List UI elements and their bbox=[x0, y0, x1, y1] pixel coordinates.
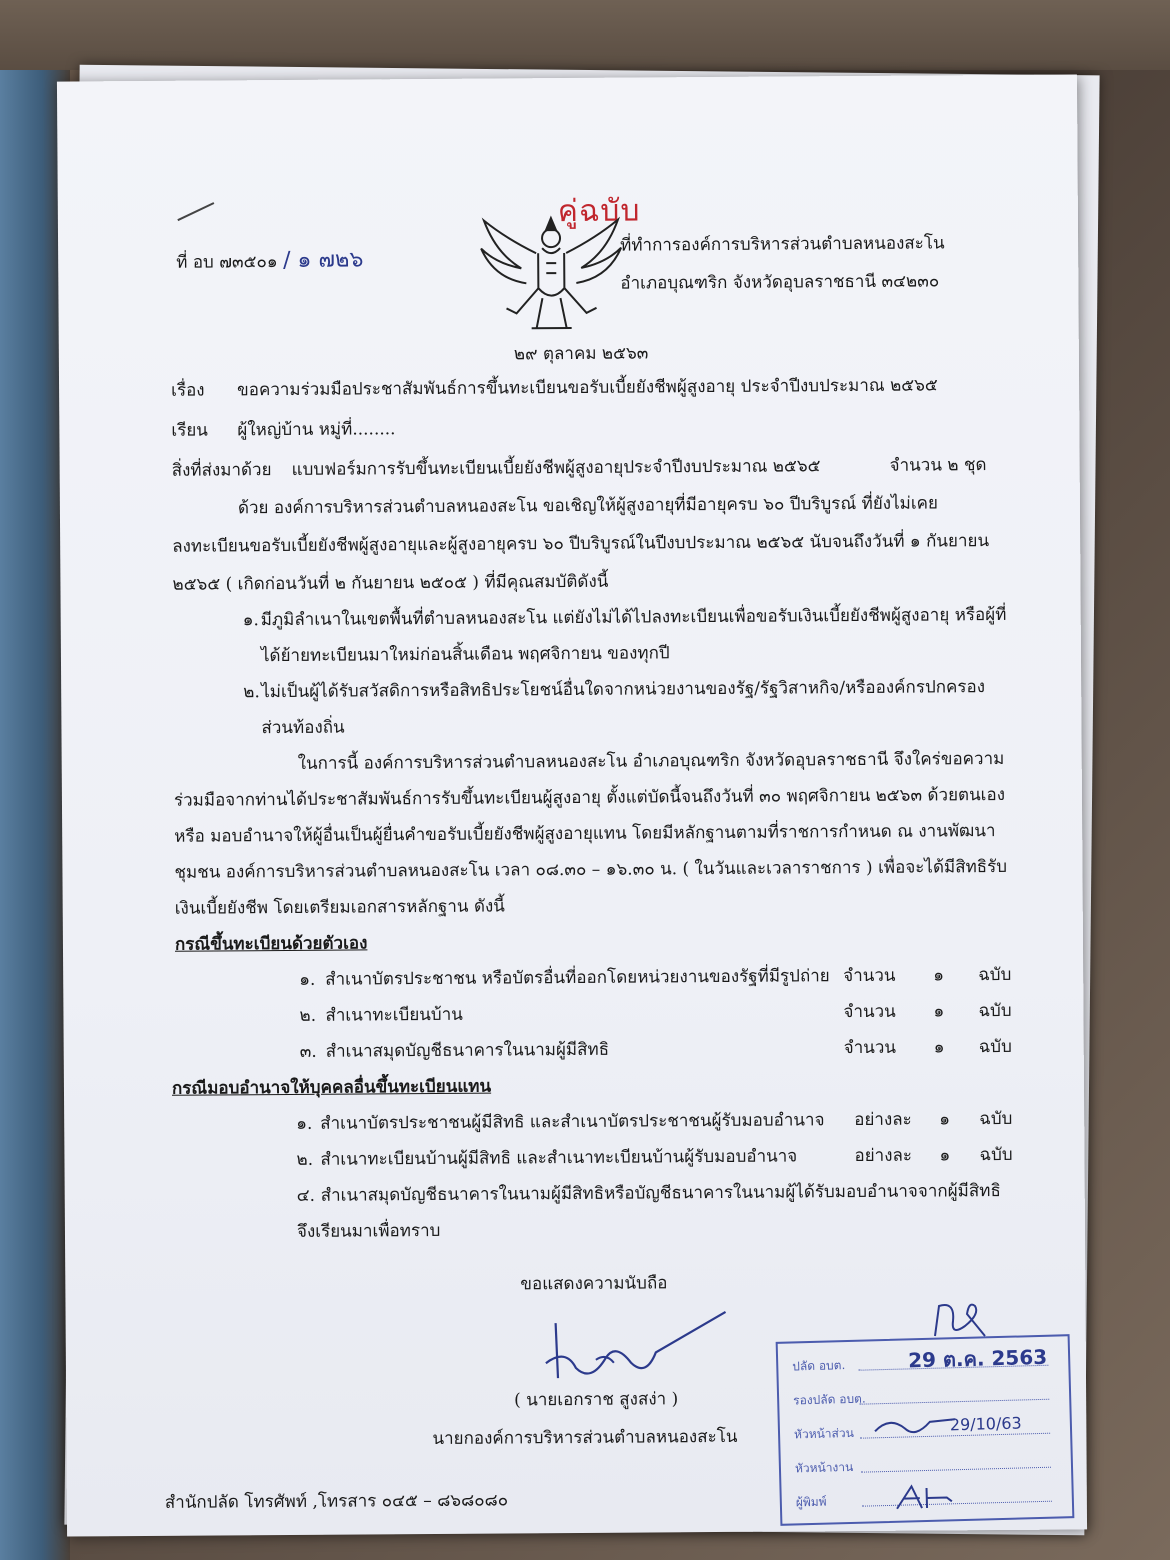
document-item-qty: ๑ bbox=[933, 965, 945, 986]
office-address-2: อำเภอบุณฑริก จังหวัดอุบลราชธานี ๓๔๒๓๐ bbox=[620, 271, 940, 294]
document-item-qty: ๑ bbox=[933, 1037, 945, 1058]
to-label: เรียน bbox=[171, 420, 208, 441]
document-item-unit: ฉบับ bbox=[979, 1144, 1013, 1166]
document-item-qty-label: อย่างละ bbox=[854, 1145, 913, 1167]
case-proxy-heading: กรณีมอบอำนาจให้บุคคลอื่นขึ้นทะเบียนแทน bbox=[171, 1076, 492, 1099]
routing-row-label: รองปลัด อบต. bbox=[792, 1391, 866, 1408]
received-date: 29 ต.ค. 2563 bbox=[907, 1344, 1048, 1373]
qualification-text: ได้ย้ายทะเบียนมาใหม่ก่อนสิ้นเดือน พฤศจิกายน ของทุกปี bbox=[260, 643, 670, 667]
document-item-text: สำเนาทะเบียนบ้านผู้มีสิทธิ และสำเนาทะเบียนบ้านผู้รับมอบอำนาจ bbox=[320, 1146, 798, 1170]
regards: ขอแสดงความนับถือ bbox=[520, 1273, 668, 1295]
body-line: ด้วย องค์การบริหารส่วนตำบลหนองสะโน ขอเชิญให้ผู้สูงอายุที่มีอายุครบ ๖๐ ปีบริบูรณ์ ที่ยังไม่เคย bbox=[237, 493, 939, 519]
routing-stamp bbox=[776, 1334, 1075, 1526]
document-item-unit: ฉบับ bbox=[978, 1000, 1012, 1022]
document-item-qty: ๑ bbox=[933, 1001, 945, 1022]
to-text: ผู้ใหญ่บ้าน หมู่ที่........ bbox=[237, 419, 396, 441]
document-item-text: สำเนาบัตรประชาชนผู้มีสิทธิ และสำเนาบัตรประชาชนผู้รับมอบอำนาจ bbox=[320, 1110, 825, 1134]
body-line: ร่วมมือจากท่านได้ประชาสัมพันธ์การรับขึ้นทะเบียนผู้สูงอายุ ตั้งแต่บัดนี้จนถึงวันที่ ๓๐ พฤศจิกายน ๒๕๖๓ ด้วยตนเอง bbox=[173, 784, 1006, 811]
subject-text: ขอความร่วมมือประชาสัมพันธ์การขึ้นทะเบียนขอรับเบี้ยยังชีพผู้สูงอายุ ประจำปีงบประมาณ ๒๕๖๕ bbox=[237, 375, 938, 401]
qualification-text: มีภูมิลำเนาในเขตพื้นที่ตำบลหนองสะโน แต่ยังไม่ได้ไปลงทะเบียนเพื่อขอรับเงินเบี้ยยังชีพผู้สูงอายุ หรือผู้ที่ bbox=[260, 604, 1007, 631]
enclosure-text: แบบฟอร์มการรับขึ้นทะเบียนเบี้ยยังชีพผู้สูงอายุประจำปีงบประมาณ ๒๕๖๕ bbox=[291, 456, 821, 480]
body-line: หรือ มอบอำนาจให้ผู้อื่นเป็นผู้ยื่นคำขอรับเบี้ยยังชีพผู้สูงอายุแทน โดยมีหลักฐานตามที่ราชการกำหนด ณ งานพัฒนา bbox=[174, 821, 996, 847]
body-line: เงินเบี้ยยังชีพ โดยเตรียมเอกสารหลักฐาน ดังนี้ bbox=[174, 896, 505, 919]
approval-initials-image bbox=[925, 1296, 995, 1346]
document-item-unit: ฉบับ bbox=[978, 1036, 1012, 1058]
enclosure-label: สิ่งที่ส่งมาด้วย bbox=[171, 460, 272, 481]
case-self-heading: กรณีขึ้นทะเบียนด้วยตัวเอง bbox=[174, 933, 368, 955]
routing-row-line bbox=[859, 1399, 1049, 1405]
document-item-text: สำเนาสมุดบัญชีธนาคารในนามผู้มีสิทธิ bbox=[325, 1039, 610, 1062]
document-item-unit: ฉบับ bbox=[979, 1108, 1013, 1130]
routing-row-label: ปลัด อบต. bbox=[792, 1358, 846, 1374]
routing-row-label: ผู้พิมพ์ bbox=[795, 1494, 827, 1510]
copy-stamp: คู่ฉบับ bbox=[557, 193, 641, 230]
signature-image bbox=[536, 1307, 737, 1388]
office-address-1: ที่ทำการองค์การบริหารส่วนตำบลหนองสะโน bbox=[620, 233, 945, 256]
routing-row-line bbox=[861, 1467, 1051, 1473]
body-line: ในการนี้ องค์การบริหารส่วนตำบลหนองสะโน อำเภอบุณฑริก จังหวัดอุบลราชธานี จึงใคร่ขอความ bbox=[297, 748, 1005, 774]
enclosure-qty: จำนวน ๒ ชุด bbox=[889, 455, 987, 476]
qualification-number: ๑. bbox=[242, 610, 259, 631]
initials-image bbox=[869, 1409, 960, 1441]
routing-row-label: หัวหน้าส่วน bbox=[793, 1425, 854, 1442]
document-item-number: ๑. bbox=[296, 1113, 313, 1134]
document-item-number: ๒. bbox=[299, 1005, 317, 1026]
document-item-qty: ๑ bbox=[939, 1109, 951, 1130]
garuda-emblem-icon bbox=[476, 208, 627, 339]
signer-position: นายกองค์การบริหารส่วนตำบลหนองสะโน bbox=[432, 1426, 738, 1449]
document-item-unit: ฉบับ bbox=[978, 964, 1012, 986]
contact-footer: สำนักปลัด โทรศัพท์ ,โทรสาร ๐๔๕ – ๘๖๘๐๘๐ bbox=[164, 1490, 509, 1513]
pen-mark bbox=[177, 202, 214, 221]
qualification-number: ๒. bbox=[243, 682, 260, 703]
signer-name: ( นายเอกราช สูงสง่า ) bbox=[514, 1389, 679, 1411]
reference-handwritten: / ๑ ๗๒๖ bbox=[282, 247, 364, 274]
document-item-text: สำเนาทะเบียนบ้าน bbox=[325, 1004, 463, 1026]
document-item-text: สำเนาสมุดบัญชีธนาคารในนามผู้มีสิทธิหรือบัญชีธนาคารในนามผู้ได้รับมอบอำนาจจากผู้มีสิทธิ bbox=[320, 1181, 1001, 1206]
reference-printed: ที่ อบ ๗๓๕๐๑ bbox=[176, 252, 278, 273]
document-item-number: ๒. bbox=[296, 1149, 314, 1170]
document-item-qty-label: อย่างละ bbox=[854, 1109, 912, 1131]
document-item-qty: ๑ bbox=[939, 1145, 951, 1166]
subject-label: เรื่อง bbox=[171, 380, 205, 401]
reference-number bbox=[176, 247, 363, 275]
document-item-text: สำเนาบัตรประชาชน หรือบัตรอื่นที่ออกโดยหน่วยงานของรัฐที่มีรูปถ่าย bbox=[325, 966, 830, 990]
document-item-qty-label: จำนวน bbox=[843, 1001, 896, 1023]
document-item-number: ๔. bbox=[296, 1185, 316, 1206]
document-item-number: ๓. bbox=[299, 1041, 317, 1062]
qualification-text: ส่วนท้องถิ่น bbox=[261, 717, 345, 739]
body-line: ชุมชน องค์การบริหารส่วนตำบลหนองสะโน เวลา ๐๘.๓๐ – ๑๖.๓๐ น. ( ในวันและเวลาราชการ ) เพื่อจะได้มีสิทธิรับ bbox=[174, 856, 1008, 883]
background-top bbox=[0, 0, 1170, 70]
document-item-number: ๑. bbox=[299, 969, 316, 990]
qualification-text: ไม่เป็นผู้ได้รับสวัสดิการหรือสิทธิประโยชน์อื่นใดจากหน่วยงานของรัฐ/รัฐวิสาหกิจ/หรือองค์กรปกครอง bbox=[261, 677, 986, 703]
document-item-qty-label: จำนวน bbox=[843, 1037, 897, 1059]
closing-line: จึงเรียนมาเพื่อทราบ bbox=[296, 1220, 441, 1242]
document-item-qty-label: จำนวน bbox=[843, 965, 896, 987]
received-note: 29/10/63 bbox=[949, 1413, 1022, 1435]
routing-row-label: หัวหน้างาน bbox=[794, 1459, 854, 1476]
typist-initials-image bbox=[891, 1479, 972, 1515]
body-line: ๒๕๖๕ ( เกิดก่อนวันที่ ๒ กันยายน ๒๕๐๕ ) ที่มีคุณสมบัติดังนี้ bbox=[172, 571, 609, 595]
letter-date: ๒๙ ตุลาคม ๒๕๖๓ bbox=[513, 343, 649, 365]
body-line: ลงทะเบียนขอรับเบี้ยยังชีพผู้สูงอายุและผู้สูงอายุครบ ๖๐ ปีบริบูรณ์ในปีงบประมาณ ๒๕๖๕ นับจนถึงวันที่ ๑ กันยายน bbox=[172, 531, 990, 557]
